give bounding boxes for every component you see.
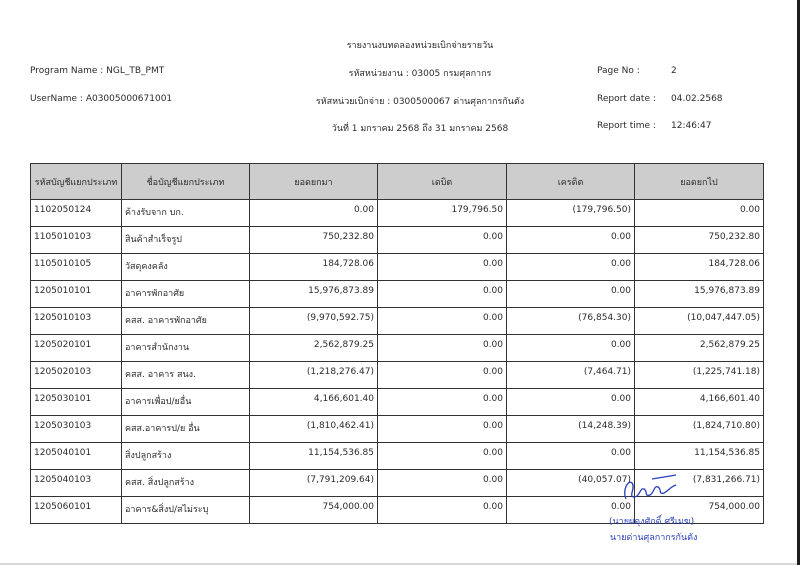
debit-cell: 0.00 (378, 254, 507, 281)
header-opening-balance: ยอดยกมา (250, 164, 378, 200)
page-no-label: Page No : (597, 66, 640, 76)
header-debit: เดบิต (378, 164, 507, 200)
opening-balance-cell: 0.00 (250, 200, 378, 227)
credit-cell: (7,464.71) (507, 362, 635, 389)
account-name-cell: คสส. สิ่งปลูกสร้าง (122, 470, 250, 497)
account-code-cell: 1105010103 (31, 227, 122, 254)
table-row (31, 281, 764, 308)
debit-cell: 0.00 (378, 497, 507, 524)
credit-cell: 0.00 (507, 389, 635, 416)
closing-balance-cell: 184,728.06 (635, 254, 764, 281)
closing-balance-cell: 4,166,601.40 (635, 389, 764, 416)
signature-scribble-icon (618, 473, 688, 503)
account-code-cell: 1205010101 (31, 281, 122, 308)
account-name-cell: สิ่งปลูกสร้าง (122, 443, 250, 470)
opening-balance-cell: (7,791,209.64) (250, 470, 378, 497)
closing-balance-cell: (1,225,741.18) (635, 362, 764, 389)
header-credit: เครดิต (507, 164, 635, 200)
account-code-cell: 1205040103 (31, 470, 122, 497)
opening-balance-cell: 4,166,601.40 (250, 389, 378, 416)
debit-cell: 0.00 (378, 335, 507, 362)
debit-cell: 179,796.50 (378, 200, 507, 227)
closing-balance-cell: 750,232.80 (635, 227, 764, 254)
account-code-cell: 1105010105 (31, 254, 122, 281)
table-row (31, 389, 764, 416)
report-time-label: Report time : (597, 121, 656, 131)
opening-balance-cell: (9,970,592.75) (250, 308, 378, 335)
opening-balance-cell: 184,728.06 (250, 254, 378, 281)
report-time: 12:46:47 (671, 121, 712, 131)
report-date: 04.02.2568 (671, 94, 723, 104)
opening-balance-cell: (1,810,462.41) (250, 416, 378, 443)
debit-cell: 0.00 (378, 416, 507, 443)
credit-cell: (40,057.07) (507, 470, 635, 497)
credit-cell: (14,248.39) (507, 416, 635, 443)
header-account-code: รหัสบัญชีแยกประเภท (31, 164, 122, 200)
closing-balance-cell: (10,047,447.05) (635, 308, 764, 335)
account-name-cell: อาคารเพื่อป/ยอื่น (122, 389, 250, 416)
debit-cell: 0.00 (378, 227, 507, 254)
table-row (31, 200, 764, 227)
account-name-cell: คสส. อาคารพักอาศัย (122, 308, 250, 335)
table-row (31, 227, 764, 254)
credit-cell: 0.00 (507, 227, 635, 254)
account-code-cell: 1205010103 (31, 308, 122, 335)
opening-balance-cell: 754,000.00 (250, 497, 378, 524)
credit-cell: 0.00 (507, 254, 635, 281)
account-code-cell: 1205030103 (31, 416, 122, 443)
debit-cell: 0.00 (378, 389, 507, 416)
account-name-cell: คสส. อาคาร สนง. (122, 362, 250, 389)
table-row (31, 443, 764, 470)
table-row (31, 335, 764, 362)
account-code-cell: 1205040101 (31, 443, 122, 470)
account-code-cell: 1102050124 (31, 200, 122, 227)
credit-cell: 0.00 (507, 497, 635, 524)
opening-balance-cell: 2,562,879.25 (250, 335, 378, 362)
table-row (31, 308, 764, 335)
disbursing-unit: รหัสหน่วยเบิกจ่าย : 0300500067 ด่านศุลกากรกันตัง (315, 97, 525, 107)
closing-balance-cell: 11,154,536.85 (635, 443, 764, 470)
opening-balance-cell: 750,232.80 (250, 227, 378, 254)
credit-cell: 0.00 (507, 443, 635, 470)
account-name-cell: สินค้าสำเร็จรูป (122, 227, 250, 254)
closing-balance-cell: (7,831,266.71) (635, 470, 764, 497)
account-code-cell: 1205020101 (31, 335, 122, 362)
trial-balance-table (30, 163, 764, 524)
closing-balance-cell: 754,000.00 (635, 497, 764, 524)
credit-cell: (179,796.50) (507, 200, 635, 227)
closing-balance-cell: 0.00 (635, 200, 764, 227)
credit-cell: (76,854.30) (507, 308, 635, 335)
debit-cell: 0.00 (378, 443, 507, 470)
debit-cell: 0.00 (378, 308, 507, 335)
header-closing-balance: ยอดยกไป (635, 164, 764, 200)
table-header-row (31, 164, 764, 200)
table-row (31, 416, 764, 443)
report-date-label: Report date : (597, 94, 656, 104)
account-code-cell: 1205060101 (31, 497, 122, 524)
debit-cell: 0.00 (378, 281, 507, 308)
account-name-cell: ค้างรับจาก บก. (122, 200, 250, 227)
report-title: รายงานงบทดลองหน่วยเบิกจ่ายรายวัน (346, 41, 494, 51)
credit-cell: 0.00 (507, 281, 635, 308)
signatory-position: นายด่านศุลกากรกันตัง (610, 533, 698, 543)
program-name: Program Name : NGL_TB_PMT (30, 66, 165, 76)
signatory-name: (นายผดุงศักดิ์ ศรีเมฆ) (609, 517, 695, 527)
closing-balance-cell: (1,824,710.80) (635, 416, 764, 443)
closing-balance-cell: 15,976,873.89 (635, 281, 764, 308)
page-no: 2 (671, 66, 677, 76)
table-row (31, 254, 764, 281)
table-row (31, 362, 764, 389)
account-code-cell: 1205020103 (31, 362, 122, 389)
account-name-cell: อาคารพักอาศัย (122, 281, 250, 308)
agency-code: รหัสหน่วยงาน : 03005 กรมศุลกากร (348, 69, 492, 79)
account-code-cell: 1205030101 (31, 389, 122, 416)
opening-balance-cell: 15,976,873.89 (250, 281, 378, 308)
opening-balance-cell: 11,154,536.85 (250, 443, 378, 470)
account-name-cell: อาคารสำนักงาน (122, 335, 250, 362)
header-account-name: ชื่อบัญชีแยกประเภท (122, 164, 250, 200)
credit-cell: 0.00 (507, 335, 635, 362)
opening-balance-cell: (1,218,276.47) (250, 362, 378, 389)
debit-cell: 0.00 (378, 470, 507, 497)
account-name-cell: วัสดุคงคลัง (122, 254, 250, 281)
account-name-cell: อาคาร&สิ่งป/สไม่ระบุ (122, 497, 250, 524)
account-name-cell: คสส.อาคารป/ย อื่น (122, 416, 250, 443)
closing-balance-cell: 2,562,879.25 (635, 335, 764, 362)
debit-cell: 0.00 (378, 362, 507, 389)
username: UserName : A03005000671001 (30, 94, 173, 104)
report-period: วันที่ 1 มกราคม 2568 ถึง 31 มกราคม 2568 (331, 124, 509, 134)
